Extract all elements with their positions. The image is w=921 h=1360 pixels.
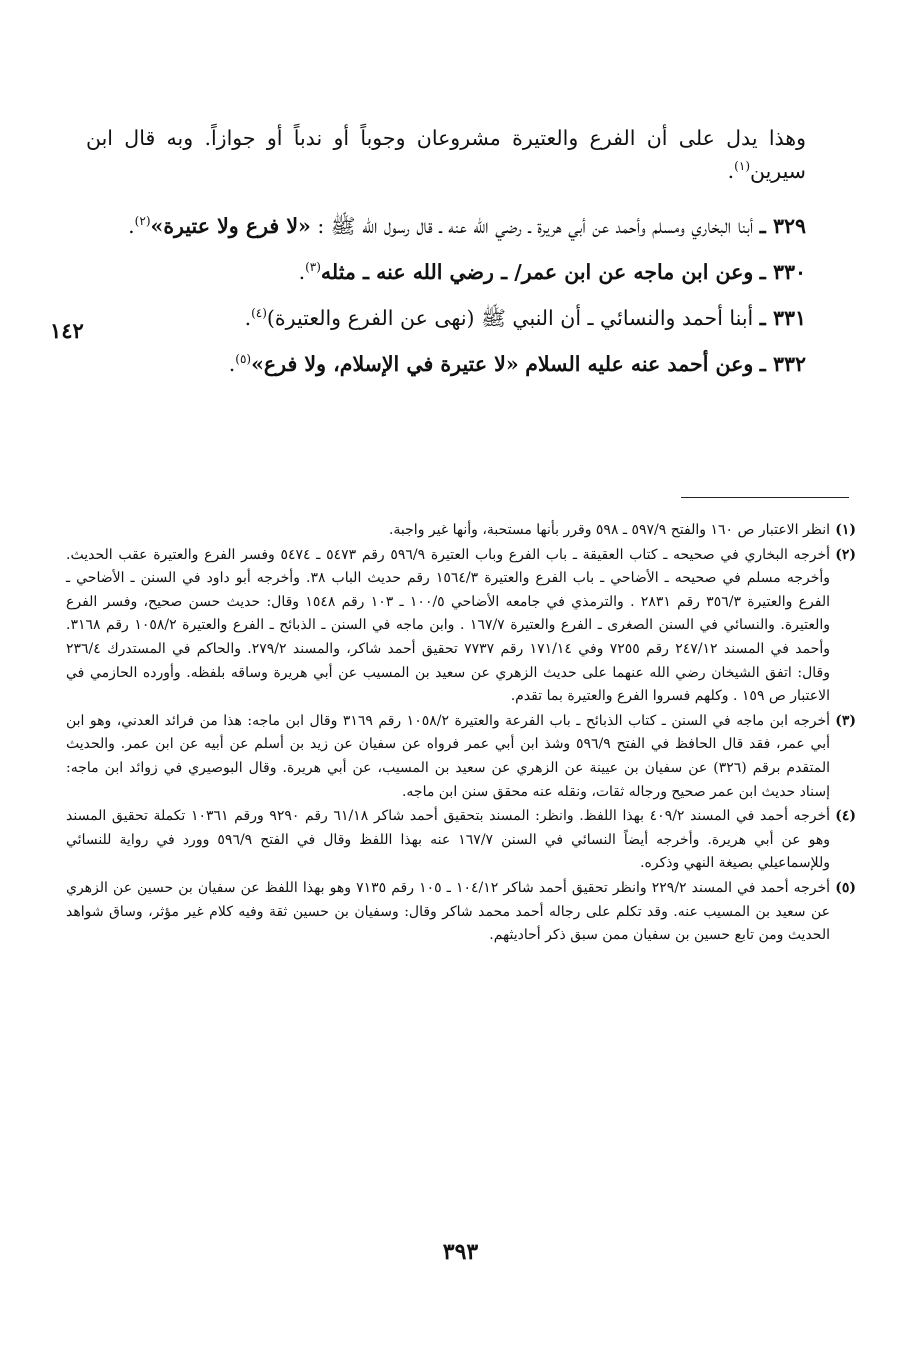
footnote-text: أخرجه أحمد في المسند ٢٢٩/٢ وانظر تحقيق أحمد شاكر ١٠٤/١٢ ـ ١٠٥ رقم ٧١٣٥ وهو بهذا اللفظ عن سفيان بن حسين عن الزهري عن سعيد بن المسيب عنه. وقد تكلم على رجاله أحمد محمد شاكر وقال: وسفيان بن حسين ثقة وفيه كلام غير مؤثر، وساق شواهد الحديث ومن تابع حسين بن سفيان ممن سبق ذكر أحاديثهم.	[66, 879, 831, 944]
footnote-separator	[681, 497, 849, 498]
hadith-text: وعن ابن ماجه عن ابن عمر/ ـ رضي الله عنه ـ مثله	[320, 260, 754, 284]
footnote-3	[66, 710, 856, 804]
footnote-text: أخرجه ابن ماجه في السنن ـ كتاب الذبائح ـ باب الفرعة والعتيرة ١٠٥٨/٢ رقم ٣١٦٩ وقال ابن ماجه: هذا من فرائد العدني، وهو ابن أبي عمر، فقد قال الحافظ في الفتح ٥٩٦/٩ وشذ ابن أبي عمر فرواه عن سفيان عن زيد بن أسلم عن أبيه عن ابن عمر. والحديث المتقدم برقم (٣٢٦) عن سفيان بن عيينة عن الزهري عن سعيد بن المسيب، عن أبي هريرة. وقال البوصيري في زوائد ابن ماجه: إسناد حديث ابن عمر صحيح ورجاله ثقات، ونقله عنه محقق سنن ابن ماجه.	[66, 712, 830, 800]
footnote-text: أخرجه البخاري في صحيحه ـ كتاب العقيقة ـ باب الفرع وباب العتيرة ٥٩٦/٩ رقم ٥٤٧٣ ـ ٥٤٧٤ وفسر الفرع والعتيرة عقب الحديث. وأخرجه مسلم في صحيحه ـ الأضاحي ـ باب الفرع والعتيرة ١٥٦٤/٣ رقم حديث الباب ٣٨. وأخرجه أبو داود في السنن ـ الأضاحي ـ الفرع والعتيرة ٣٥٦/٣ رقم ٢٨٣١ . والترمذي في جامعه الأضاحي ١٠٠/٥ ـ ١٠٣ رقم ١٥٤٨ وقال: حديث حسن صحيح، وفسر الفرع والعتيرة. والنسائي في السنن الصغرى ـ الفرع والعتيرة ١٦٧/٧ . وابن ماجه في السنن ـ الذبائح ـ الفرع والعتيرة ١٠٥٨/٢ رقم ٣١٦٨. وأحمد في المسند ٢٤٧/١٢ رقم ٧٢٥٥ وفي ١٧١/١٤ رقم ٧٧٣٧ تحقيق أحمد شاكر، والمسند ٢٧٩/٢. والحاكم في المستدرك ٢٣٦/٤ وقال: اتفق الشيخان رضي الله عنهما على حديث الزهري عن سعيد بن المسيب عن أبي هريرة وساقه بلفظه. وأورده الحازمي في الاعتبار ص ١٥٩ . وكلهم فسروا الفرع والعتيرة بما تقدم.	[66, 546, 831, 705]
footnote-text: أخرجه أحمد في المسند ٤٠٩/٢ بهذا اللفظ. وانظر: المسند بتحقيق أحمد شاكر ٦١/١٨ رقم ٩٢٩٠ ورقم ١٠٣٦١ تكملة تحقيق المسند وهو عن أبي هريرة. وأخرجه أيضاً النسائي في السنن ١٦٧/٧ عنه بهذا اللفظ وقال في الفتح ٥٩٦/٩ وورد في رواية للنسائي وللإسماعيلي بصيغة النهي وذكره.	[66, 808, 831, 872]
hadith-330: ٣٣٠ ـ وعن ابن ماجه عن ابن عمر/ ـ رضي الله عنه ـ مثله$^{(٣)}$.	[298, 260, 806, 284]
footnote-5	[66, 877, 856, 948]
footnote-number: (٥)	[835, 879, 856, 896]
page-number: ٣٩٣	[442, 1239, 479, 1265]
footnote-ref: (٥)	[235, 352, 252, 367]
hadith-332: ٣٣٢ ـ وعن أحمد عنه عليه السلام «لا عتيرة في الإسلام، ولا فرع»$^{(٥)}$.	[228, 352, 806, 376]
footnote-text: انظر الاعتبار ص ١٦٠ والفتح ٥٩٧/٩ ـ ٥٩٨ وقرر بأنها مستحبة، وأنها غير واجبة.	[388, 522, 830, 538]
hadith-331: ٣٣١ ـ أبنا أحمد والنسائي ـ أن النبي ﷺ (نهى عن الفرع والعتيرة)$^{(٤)}$.	[244, 306, 806, 330]
hadith-quote: «لا عتيرة في الإسلام، ولا فرع»	[251, 352, 519, 376]
footnote-ref: (٢)	[134, 214, 151, 229]
hadith-329: ٣٢٩ ـ أبنا البخاري ومسلم وأحمد عن أبي هريرة ـ رضي الله عنه ـ قال رسول الله ﷺ : «لا فرع ولا عتيرة»$^{(٢)}$.	[128, 214, 806, 238]
intro-paragraph: وهذا يدل على أن الفرع والعتيرة مشروعان وجوباً أو ندباً أو جوازاً. وبه قال ابن سيرين$^{(١)}$.	[86, 126, 806, 183]
hadith-quote: «لا فرع ولا عتيرة»	[150, 214, 311, 238]
hadith-number: ٣٣٠ ـ	[759, 260, 806, 284]
footnote-ref: (١)	[734, 159, 750, 174]
hadith-text: أبنا أحمد والنسائي ـ أن النبي ﷺ (نهى عن الفرع والعتيرة)	[266, 306, 754, 330]
footnote-4	[66, 805, 856, 876]
hadith-number: ٣٢٩ ـ	[759, 214, 806, 238]
hadith-text: وعن أحمد عنه عليه السلام	[525, 352, 754, 376]
intro-text: وهذا يدل على أن الفرع والعتيرة مشروعان وجوباً أو ندباً أو جوازاً. وبه قال ابن سيرين	[86, 126, 806, 183]
footnotes	[66, 519, 856, 949]
footnote-number: (٤)	[835, 808, 856, 825]
main-text	[86, 122, 806, 394]
hadith-number: ٣٣٢ ـ	[759, 352, 806, 376]
footnote-ref: (٣)	[305, 260, 321, 275]
manuscript-folio-number: ١٤٢	[50, 318, 84, 343]
footnote-2	[66, 544, 856, 709]
footnote-1	[66, 519, 856, 543]
footnote-number: (٢)	[835, 546, 856, 563]
footnote-ref: (٤)	[251, 306, 267, 321]
footnote-number: (١)	[835, 522, 856, 538]
hadith-number: ٣٣١ ـ	[759, 306, 806, 330]
hadith-text: أبنا البخاري ومسلم وأحمد عن أبي هريرة ـ رضي الله عنه ـ قال رسول الله ﷺ :	[317, 214, 754, 238]
footnote-number: (٣)	[835, 712, 856, 729]
